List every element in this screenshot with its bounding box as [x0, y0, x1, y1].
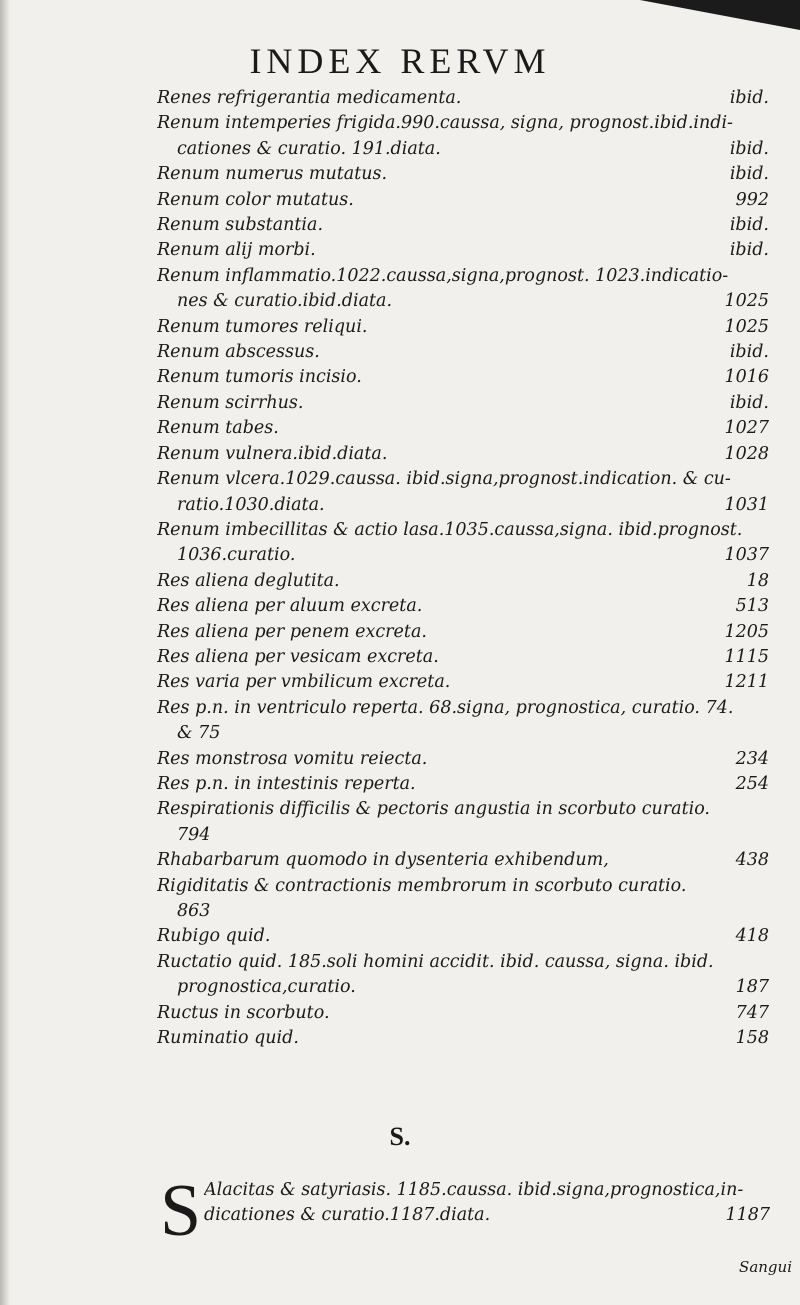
entry-text: Res p.n. in ventriculo reperta. 68.signa, prognostica, curatio. 74. [157, 697, 734, 718]
entry-continuation-line [157, 289, 769, 314]
page-reference: ibid. [729, 342, 769, 363]
section-letter: S. [389, 1122, 411, 1151]
entry-line [157, 111, 769, 136]
entry-text: Renum substantia. [157, 215, 324, 236]
entry-line [157, 848, 769, 873]
index-entry [157, 340, 769, 365]
entry-line [157, 924, 769, 949]
index-entry [157, 442, 769, 467]
index-entry [157, 1001, 769, 1026]
entry-line [157, 86, 769, 111]
entry-text: Rhabarbarum quomodo in dysenteria exhibendum, [157, 850, 609, 871]
entry-text: Renum vulnera.ibid.diata. [157, 443, 388, 464]
entry-line [157, 620, 769, 645]
page-reference: ibid. [729, 88, 769, 108]
entry-text: prognostica,curatio. [177, 977, 356, 998]
page-title: INDEX RERVM [249, 41, 551, 81]
page-reference: 1031 [724, 494, 769, 515]
entry-line [157, 442, 769, 467]
index-entry [157, 772, 769, 797]
page-reference: 513 [735, 596, 769, 617]
entry-continuation-line [157, 823, 769, 848]
entry-line [157, 416, 769, 441]
index-entry [157, 365, 769, 390]
page-reference: ibid. [729, 392, 769, 413]
entry-line [157, 188, 769, 213]
index-entry [157, 315, 769, 340]
entry-line [157, 594, 769, 619]
entry-text: Renum abscessus. [157, 342, 320, 363]
index-entry [157, 696, 769, 747]
entry-text: Res aliena deglutita. [157, 570, 340, 591]
entry-text: Res p.n. in intestinis reperta. [157, 773, 416, 794]
entry-line [157, 874, 769, 899]
page-reference: 158 [735, 1028, 769, 1049]
index-entry [157, 620, 769, 645]
entry-line [157, 696, 769, 721]
entry-continuation-line [157, 975, 769, 1000]
entry-text: Rubigo quid. [157, 926, 271, 947]
index-entry [157, 1026, 769, 1051]
index-entry [157, 213, 769, 238]
entry-text: Respirationis difficilis & pectoris angustia in scorbuto curatio. [157, 799, 710, 820]
catchword: Sangui [739, 1258, 792, 1276]
entry-text: Renum tabes. [157, 418, 279, 439]
index-entry [157, 747, 769, 772]
entry-text: ratio.1030.diata. [177, 494, 325, 515]
entry-line [204, 1203, 770, 1228]
entry-line [157, 747, 769, 772]
section-s-entry-text [204, 1178, 770, 1229]
index-entry [157, 86, 769, 111]
entry-line [157, 518, 769, 543]
entry-line [157, 162, 769, 187]
entry-line [157, 950, 769, 975]
page-reference: 747 [735, 1002, 769, 1023]
entry-text: Res aliena per vesicam excreta. [157, 646, 439, 667]
index-entry [157, 111, 769, 162]
entry-line [157, 1026, 769, 1051]
entry-text: Renum color mutatus. [157, 189, 354, 210]
entry-text: Res varia per vmbilicum excreta. [157, 672, 451, 693]
entry-text: Renum intemperies frigida.990.caussa, signa, prognost.ibid.indi- [157, 113, 733, 134]
section-s-first-entry [160, 1170, 770, 1252]
entry-text: Renum scirrhus. [157, 392, 304, 413]
page-reference: 1211 [724, 672, 769, 693]
entry-text: nes & curatio.ibid.diata. [177, 291, 393, 312]
index-entry [157, 569, 769, 594]
entry-text: 794 [177, 824, 211, 845]
entry-text: Alacitas & satyriasis. 1185.caussa. ibid.signa,prognostica,in- [204, 1180, 744, 1200]
index-entry [157, 645, 769, 670]
index-entry [157, 264, 769, 315]
entry-line [157, 772, 769, 797]
index-entry [157, 188, 769, 213]
entry-text: Res aliena per aluum excreta. [157, 596, 423, 617]
entry-text: Ructatio quid. 185.soli homini accidit. ibid. caussa, signa. ibid. [157, 951, 714, 972]
entry-line [157, 569, 769, 594]
entry-line [204, 1178, 770, 1203]
index-entry [157, 874, 769, 925]
entry-text: cationes & curatio. 191.diata. [177, 138, 441, 159]
entry-text: Renum vlcera.1029.caussa. ibid.signa,prognost.indication. & cu- [157, 469, 731, 490]
entry-text: dicationes & curatio.1187.diata. [204, 1205, 491, 1226]
index-entry [157, 238, 769, 263]
page-reference: ibid. [729, 240, 769, 261]
page-reference: ibid. [729, 138, 769, 159]
page-reference: 234 [735, 748, 769, 769]
page-reference: 1037 [724, 545, 769, 566]
entry-text: Renum tumores reliqui. [157, 316, 368, 337]
entry-line [157, 315, 769, 340]
page-reference: 1028 [724, 443, 769, 464]
entry-line [157, 797, 769, 822]
entry-continuation-line [157, 543, 769, 568]
entry-continuation-line [157, 493, 769, 518]
entry-text: Rigiditatis & contractionis membrorum in scorbuto curatio. [157, 875, 687, 896]
entry-continuation-line [157, 721, 769, 746]
dark-corner [640, 0, 800, 30]
drop-cap-initial: S [160, 1170, 202, 1252]
page-reference: 1205 [724, 621, 769, 642]
entry-line [157, 238, 769, 263]
index-entry [157, 467, 769, 518]
index-entry [157, 924, 769, 949]
index-entry [157, 416, 769, 441]
entry-line [157, 340, 769, 365]
entry-text: Res monstrosa vomitu reiecta. [157, 748, 428, 769]
index-entry [157, 670, 769, 695]
entry-text: Renum numerus mutatus. [157, 164, 388, 185]
page-reference: 1025 [724, 291, 769, 312]
entry-line [157, 391, 769, 416]
page-spine-shadow [0, 0, 10, 1305]
page-reference: 1025 [724, 316, 769, 337]
entry-line [157, 365, 769, 390]
entry-text: Res aliena per penem excreta. [157, 621, 427, 642]
index-entry [157, 594, 769, 619]
page-reference: 187 [735, 977, 769, 998]
index-entry-list [157, 86, 769, 1051]
page-reference: 992 [735, 189, 769, 210]
page-reference: 438 [735, 850, 769, 871]
entry-line [157, 213, 769, 238]
entry-line [157, 467, 769, 492]
entry-text: Ructus in scorbuto. [157, 1002, 330, 1023]
entry-line [157, 264, 769, 289]
entry-line [157, 1001, 769, 1026]
entry-text: Renum tumoris incisio. [157, 367, 362, 388]
index-entry [157, 797, 769, 848]
page-reference: 418 [735, 926, 769, 947]
entry-text: Ruminatio quid. [157, 1028, 299, 1049]
entry-text: 863 [177, 901, 211, 921]
entry-text: Renum alij morbi. [157, 240, 316, 261]
index-entry [157, 848, 769, 873]
entry-text: & 75 [177, 723, 221, 744]
page-reference: 1115 [724, 646, 769, 667]
entry-text: Renum imbecillitas & actio lasa.1035.caussa,signa. ibid.prognost. [157, 519, 743, 540]
entry-continuation-line [157, 137, 769, 162]
page-reference: 1016 [724, 367, 769, 388]
page-reference: 1187 [725, 1205, 770, 1226]
index-entry [157, 162, 769, 187]
entry-continuation-line [157, 899, 769, 924]
page-reference: ibid. [729, 164, 769, 185]
page-reference: 1027 [724, 418, 769, 439]
entry-line [157, 645, 769, 670]
entry-text: Renum inflammatio.1022.caussa,signa,prognost. 1023.indicatio- [157, 265, 729, 286]
index-entry [157, 391, 769, 416]
entry-line [157, 670, 769, 695]
index-entry [157, 518, 769, 569]
entry-text: Renes refrigerantia medicamenta. [157, 88, 462, 108]
page-reference: 18 [746, 570, 769, 591]
entry-text: 1036.curatio. [177, 545, 296, 566]
page-reference: ibid. [729, 215, 769, 236]
page-reference: 254 [735, 773, 769, 794]
index-entry [157, 950, 769, 1001]
